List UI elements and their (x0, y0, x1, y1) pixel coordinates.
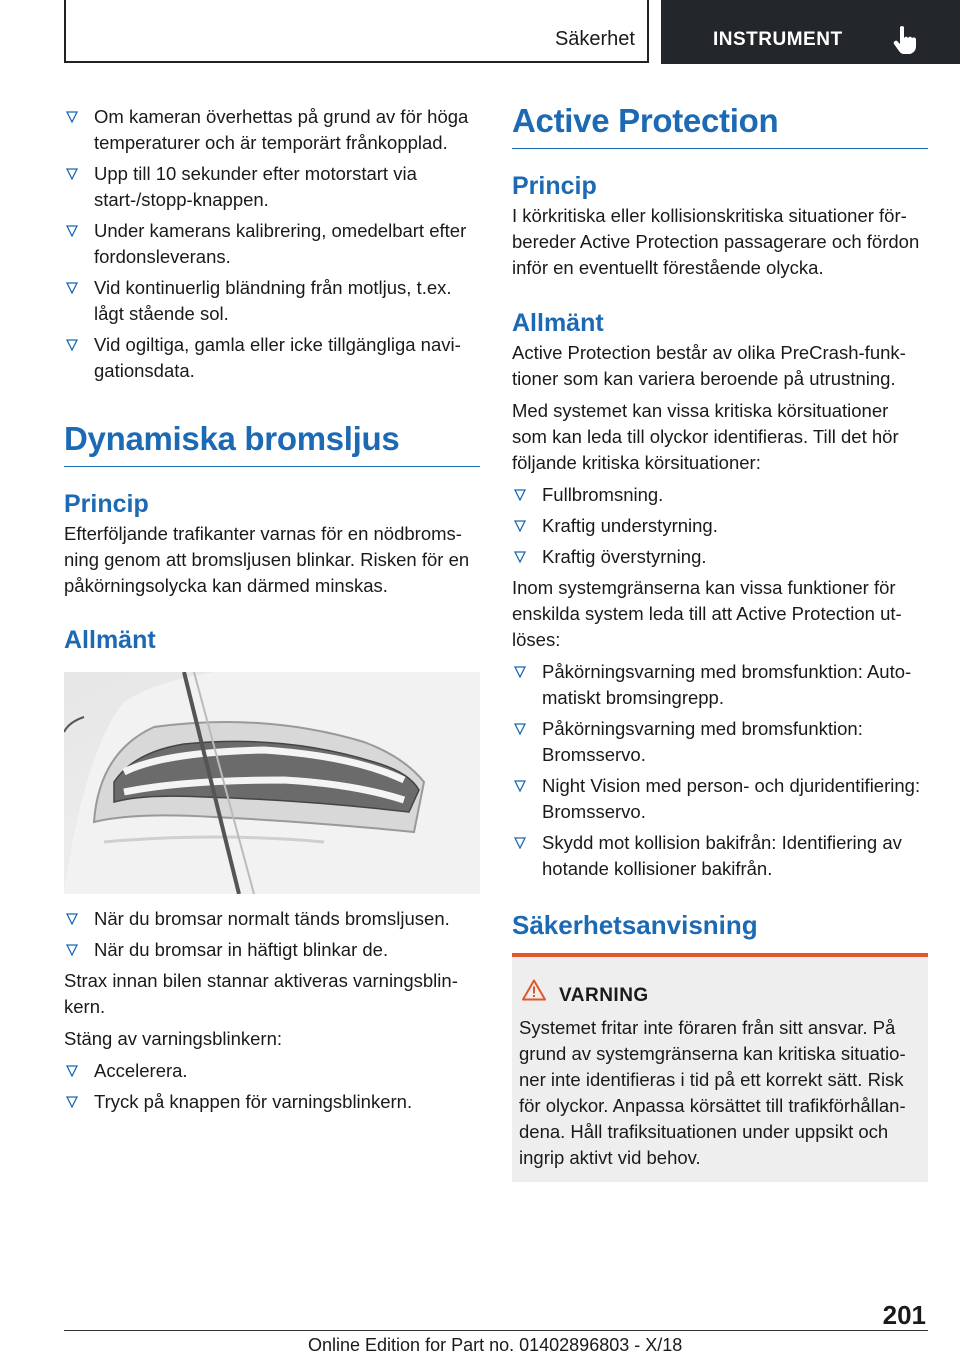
active-protection-section (512, 102, 928, 149)
warning-text: Systemet fritar inte föraren från sitt ansvar. På grund av systemgränserna kan kritiska situationer inte identifieras i tid på ett korrekt sätt. Risk för olyckor. Anpassa körsättet till trafikförhållandena. Håll trafiksituationen under uppsikt och ingrip aktivt vid behov. (519, 1017, 906, 1168)
dynamic-brake-lights-section (64, 420, 480, 467)
precrash-functions-list (512, 659, 928, 882)
list-item-text: Påkörningsvarning med bromsfunktion: Bromsservo. (542, 718, 863, 765)
hand-pointer-icon (893, 25, 919, 55)
list-item-text: Kraftig överstyrning. (542, 546, 707, 567)
list-item (64, 161, 480, 213)
allmant-text-1: Active Protection består av olika PreCrash-funktioner som kan variera beroende på utrustning. (512, 342, 906, 389)
triangle-bullet-icon (66, 225, 78, 237)
triangle-bullet-icon (66, 1096, 78, 1108)
warning-box (512, 953, 928, 1182)
list-item (512, 513, 928, 539)
section-heading-dynamiska-bromsljus: Dynamiska bromsljus (64, 420, 480, 467)
list-item (64, 218, 480, 270)
triangle-bullet-icon (66, 168, 78, 180)
list-item-text: Accelerera. (94, 1060, 188, 1081)
header-section-title: Säkerhet (554, 28, 635, 50)
list-item-text: Under kamerans kalibrering, omedelbart efter fordonsleverans. (94, 220, 467, 267)
list-item-text: Kraftig understyrning. (542, 515, 718, 536)
left-lower-block (64, 906, 480, 1120)
list-item-text: När du bromsar normalt tänds bromsljusen. (94, 908, 450, 929)
list-item (64, 1058, 480, 1084)
warning-label: VARNING (559, 985, 649, 1006)
safety-heading-block (512, 910, 928, 943)
text-inom: Inom systemgränserna kan vissa funktioner för enskilda system leda till att Active Protection utlöses: (512, 577, 902, 650)
footer-divider (64, 1330, 928, 1331)
critical-situations-list (512, 482, 928, 570)
list-item (512, 773, 928, 825)
triangle-bullet-icon (514, 489, 526, 501)
list-item-text: Vid kontinuerlig bländning från motljus, t.ex. lågt stående sol. (94, 277, 452, 324)
turn-off-hazard-list (64, 1058, 480, 1115)
list-item (64, 104, 480, 156)
list-item-text: Skydd mot kollision bakifrån: Identifiering av hotande kollisioner bakifrån. (542, 832, 902, 879)
princip-text: Efterföljande trafikanter varnas för en nödbromsning genom att bromsljusen blinkar. Risken för en påkörningsolycka kan därmed minskas. (64, 523, 470, 596)
triangle-bullet-icon (66, 282, 78, 294)
triangle-bullet-icon (514, 666, 526, 678)
right-allmant-block (512, 309, 928, 887)
list-item (64, 332, 480, 384)
triangle-bullet-icon (514, 551, 526, 563)
header-section-box (64, 0, 649, 63)
subheading-princip: Princip (512, 172, 597, 200)
right-princip-block (512, 172, 928, 287)
triangle-bullet-icon (66, 1065, 78, 1077)
header-tab-instrument[interactable] (661, 0, 960, 64)
brake-behavior-list (64, 906, 480, 963)
triangle-bullet-icon (66, 944, 78, 956)
list-item-text: När du bromsar in häftigt blinkar de. (94, 939, 389, 960)
triangle-bullet-icon (514, 837, 526, 849)
text-stang: Stäng av varningsblinkern: (64, 1028, 283, 1049)
triangle-bullet-icon (514, 520, 526, 532)
left-allmant-block (64, 626, 480, 657)
warning-triangle-icon (522, 979, 546, 1001)
left-princip-block (64, 490, 480, 605)
text-strax: Strax innan bilen stannar aktiveras varningsblinkern. (64, 970, 458, 1017)
list-item (512, 544, 928, 570)
list-item-text: Påkörningsvarning med bromsfunktion: Automatiskt bromsingrepp. (542, 661, 912, 708)
list-item (512, 482, 928, 508)
camera-limit-list (64, 104, 480, 384)
list-item-text: Night Vision med person- och djuridentifiering: Bromsservo. (542, 775, 921, 822)
page-number: 201 (882, 1300, 926, 1330)
triangle-bullet-icon (514, 780, 526, 792)
section-heading-active-protection: Active Protection (512, 102, 928, 149)
triangle-bullet-icon (66, 111, 78, 123)
list-item (512, 659, 928, 711)
header-tab-label: INSTRUMENT (713, 29, 843, 50)
triangle-bullet-icon (66, 913, 78, 925)
list-item (64, 906, 480, 932)
tail-light-image (64, 672, 480, 894)
subheading-princip: Princip (64, 490, 149, 518)
list-item-text: Vid ogiltiga, gamla eller icke tillgängliga navigationsdata. (94, 334, 461, 381)
list-item-text: Tryck på knappen för varningsblinkern. (94, 1091, 413, 1112)
list-item-text: Fullbromsning. (542, 484, 664, 505)
list-item (64, 937, 480, 963)
list-item (64, 275, 480, 327)
list-item (512, 830, 928, 882)
triangle-bullet-icon (514, 723, 526, 735)
subheading-allmant: Allmänt (64, 626, 156, 654)
triangle-bullet-icon (66, 339, 78, 351)
subheading-allmant: Allmänt (512, 309, 604, 337)
subheading-sakerhetsanvisning: Säkerhetsanvisning (512, 910, 758, 940)
list-item (512, 716, 928, 768)
left-column (64, 104, 480, 389)
footer-edition: Online Edition for Part no. 01402896803 - X/18 (308, 1335, 683, 1355)
list-item-text: Om kameran överhettas på grund av för höga temperaturer och är temporärt frånkopplad. (94, 106, 469, 153)
list-item (64, 1089, 480, 1115)
princip-text: I körkritiska eller kollisionskritiska situationer förbereder Active Protection passagerare och fördon inför en eventuellt förestående olycka. (512, 205, 920, 278)
list-item-text: Upp till 10 sekunder efter motorstart via start-/stopp-knappen. (94, 163, 417, 210)
allmant-text-2: Med systemet kan vissa kritiska körsituationer som kan leda till olyckor identifieras. Till det hör följande kritiska körsituationer: (512, 400, 899, 473)
